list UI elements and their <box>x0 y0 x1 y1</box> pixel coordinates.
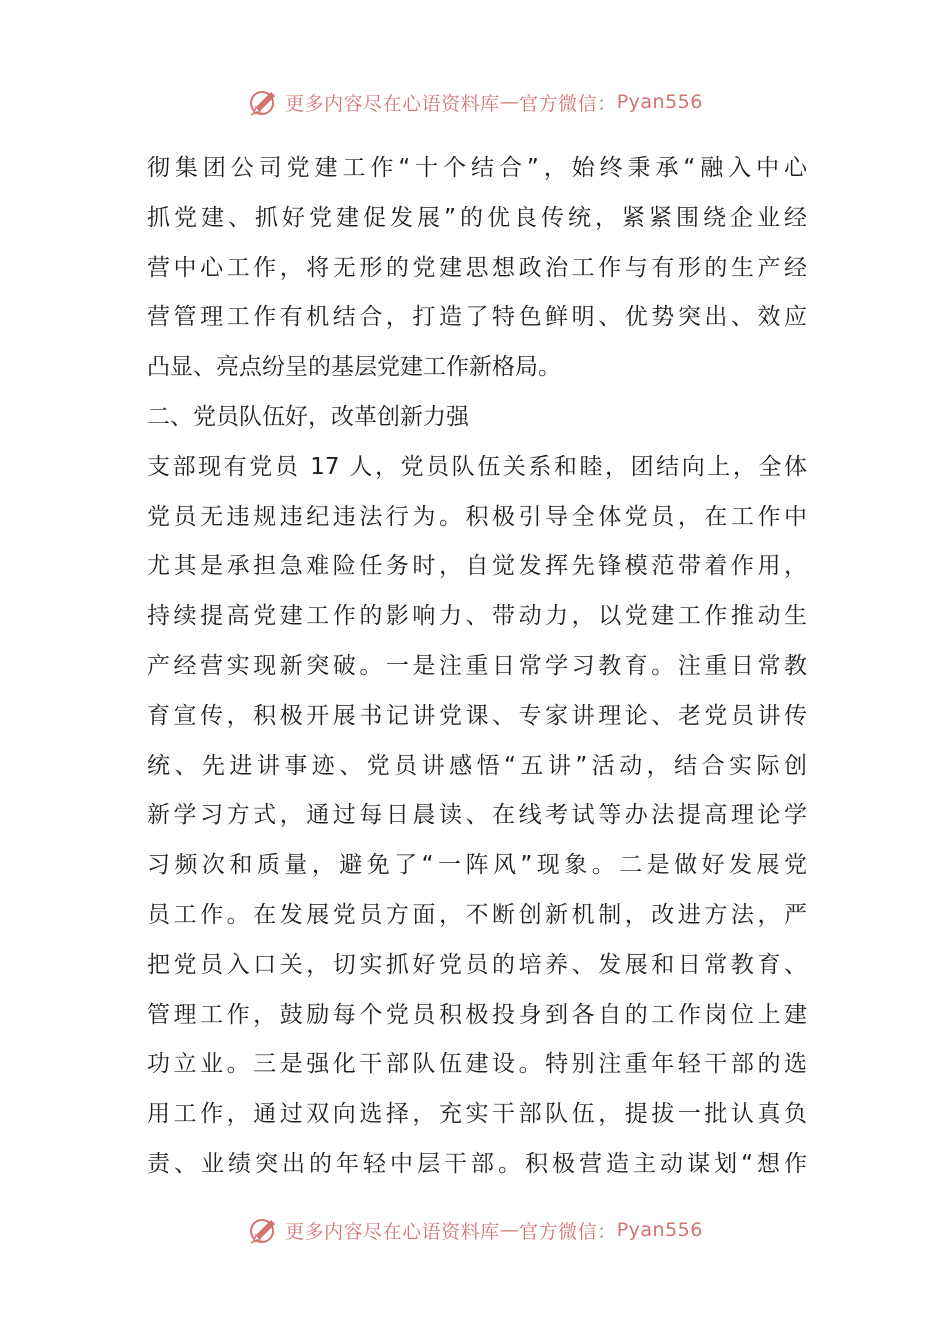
body-line-5: 凸显、亮点纷呈的基层党建工作新格局。 <box>147 354 561 381</box>
body-line-15: 习频次和质量，避免了“一阵风”现象。二是做好发展党 <box>147 852 807 879</box>
pen-logo-icon <box>247 1213 281 1247</box>
watermark-contact-id: Pyan556 <box>616 1219 703 1241</box>
section-heading: 二、党员队伍好，改革创新力强 <box>147 403 469 430</box>
body-line-17: 把党员入口关，切实抓好党员的培养、发展和日常教育、 <box>147 951 807 978</box>
body-line-10: 持续提高党建工作的影响力、带动力，以党建工作推动生 <box>147 603 807 630</box>
watermark-contact-label: 官方微信： <box>519 92 617 115</box>
body-line-11: 产经营实现新突破。一是注重日常学习教育。注重日常教 <box>147 652 807 679</box>
body-line-1: 彻集团公司党建工作“十个结合”，始终秉承“融入中心 <box>147 155 807 181</box>
body-line-20: 用工作，通过双向选择，充实干部队伍，提拔一批认真负 <box>147 1101 807 1128</box>
body-line-13: 统、先进讲事迹、党员讲感悟“五讲”活动，结合实际创 <box>147 752 807 779</box>
body-line-8: 党员无违规违纪违法行为。积极引导全体党员，在工作中 <box>147 503 807 530</box>
watermark-dash: — <box>499 1219 520 1241</box>
watermark-contact-id: Pyan556 <box>616 91 703 113</box>
body-line-14: 新学习方式，通过每日晨读、在线考试等办法提高理论学 <box>147 802 807 829</box>
watermark-contact-label: 官方微信： <box>519 1220 617 1243</box>
watermark-brand-text: 更多内容尽在心语资料库 <box>285 1220 500 1243</box>
header-watermark <box>0 82 950 122</box>
body-line-4: 营管理工作有机结合，打造了特色鲜明、优势突出、效应 <box>147 304 807 331</box>
body-line-12: 育宣传，积极开展书记讲党课、专家讲理论、老党员讲传 <box>147 702 807 729</box>
pen-logo-icon <box>247 85 281 119</box>
body-line-3: 营中心工作，将无形的党建思想政治工作与有形的生产经 <box>147 254 807 281</box>
body-text <box>147 144 807 1190</box>
body-line-7: 支部现有党员 17 人，党员队伍关系和睦，团结向上，全体 <box>147 453 807 480</box>
watermark-dash: — <box>499 91 520 113</box>
footer-watermark <box>0 1210 950 1250</box>
body-line-18: 管理工作，鼓励每个党员积极投身到各自的工作岗位上建 <box>147 1001 807 1028</box>
body-line-21: 责、业绩突出的年轻中层干部。积极营造主动谋划“想作 <box>147 1150 807 1177</box>
body-line-9: 尤其是承担急难险任务时，自觉发挥先锋模范带着作用， <box>147 553 807 580</box>
body-line-16: 员工作。在发展党员方面，不断创新机制，改进方法，严 <box>147 901 807 928</box>
body-line-19: 功立业。三是强化干部队伍建设。特别注重年轻干部的选 <box>147 1051 807 1078</box>
watermark-brand-text: 更多内容尽在心语资料库 <box>285 92 500 115</box>
body-line-2: 抓党建、抓好党建促发展”的优良传统，紧紧围绕企业经 <box>147 204 807 231</box>
